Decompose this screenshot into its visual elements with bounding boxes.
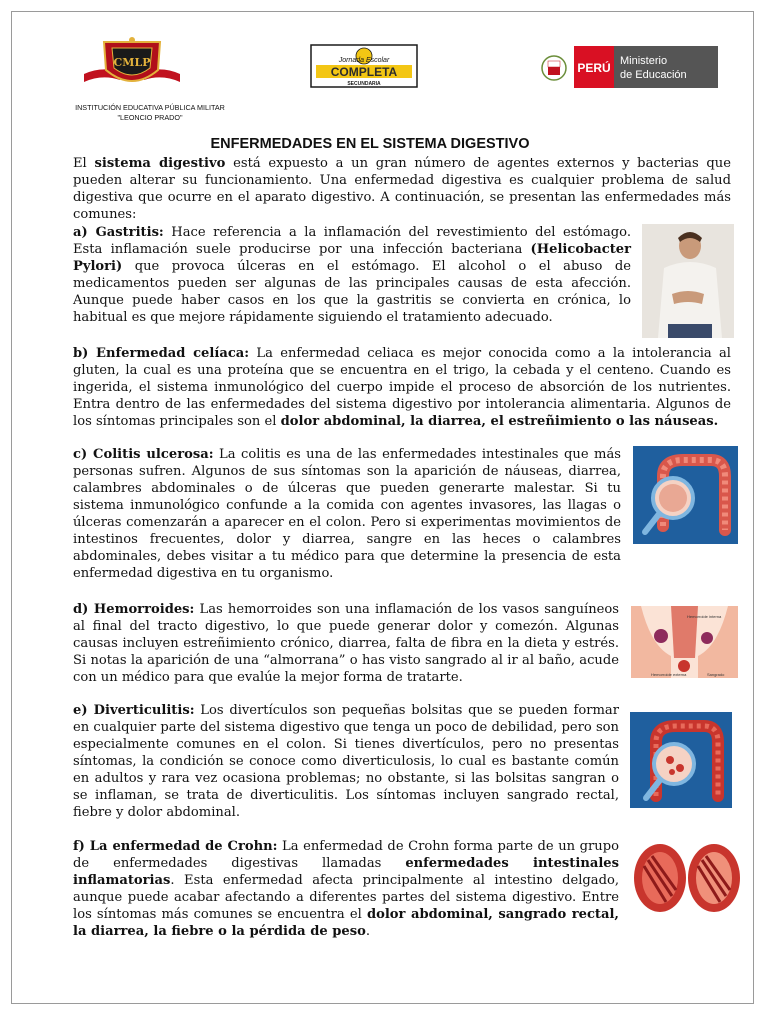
colitis-paragraph-top [73,446,621,582]
ministry-logo [536,46,718,88]
intro-paragraph [73,155,731,223]
svg-text:SECUNDARIA: SECUNDARIA [347,81,381,87]
celiac-heading: b) Enfermedad celíaca: [73,346,250,361]
svg-text:PERÚ: PERÚ [577,61,611,75]
colitis-text: La colitis es una de las enfermedades intestinales que más personas sufren. Algunos de sus síntomas son la aparición de náuseas, diarrea, calambres abdominales o de úlceras que pueden generarte malestar. Si tu sistema inmunológico confunde a la comida con agentes invasores, las llagas o úlceras comenzarán a aparecer en el colon. Pero si experimentas movimientos de intestinos frecuentes, dolor y diarrea, sangre en las heces o calambres abdominales, debes visitar a tu médico para que determine la presencia de esta enfermedad digestiva en tu organismo. [73,447,621,581]
svg-text:Hemorroide externa: Hemorroide externa [651,672,687,677]
school-name-line1: INSTITUCIÓN EDUCATIVA PÚBLICA MILITAR [75,103,225,112]
jec-logo [310,44,418,88]
document-title: ENFERMEDADES EN EL SISTEMA DIGESTIVO [210,136,530,152]
celiac-bold-symptoms: dolor abdominal, la diarrea, el estreñimiento o las náuseas. [280,414,719,429]
hemorrhoids-illustration [631,606,738,678]
crohn-heading: f) La enfermedad de Crohn: [73,839,278,854]
intro-text-2: está expuesto a un gran número de agentes externos y bacterias que pueden alterar su funcionamiento. Una enfermedad digestiva es cualquier problema de salud digestiva que ocurre en el aparato digestivo. A continuación, se presentan las enfermedades más comunes: [73,156,731,222]
gastritis-heading: a) Gastritis: [73,225,164,240]
crohn-bold-symptoms: dolor abdominal, sangrado rectal, la diarrea, la fiebre o la pérdida de peso [73,907,619,939]
svg-text:CMLP: CMLP [113,56,151,69]
crohn-intestine-illustration [630,836,743,916]
svg-text:Jornada Escolar: Jornada Escolar [338,57,390,64]
hemorrhoids-paragraph [73,601,619,686]
school-name-line2: "LEONCIO PRADO" [117,113,183,122]
celiac-text-1: La enfermedad celiaca es mejor conocida como a la intolerancia al gluten, la cual es una proteína que se encuentra en el trigo, la cebada y el centeno. Cuando es ingerida, el sistema inmunológico del cuerpo impide el proceso de absorción de los nutrientes. Entra dentro de las enfermedades del sistema digestivo por intolerancia alimentaria. Algunos de los síntomas principales son el [73,346,731,429]
svg-text:Ministerio: Ministerio [620,55,668,67]
crohn-text-2: . Esta enfermedad afecta principalmente al intestino delgado, aunque puede acabar afectando a diferentes partes del sistema digestivo. Entre los síntomas más comunes se encuentra el [73,873,619,922]
gastritis-text-2: que provoca úlceras en el estómago. El alcohol o el abuso de medicamentos pueden ser algunas de las principales causas de esta afección. Aunque puede haber casos en los que la gastritis se convierta en crónica, lo habitual es que mejore rápidamente siguiendo el tratamiento adecuado. [73,259,631,325]
crohn-text-3: . [365,924,370,939]
intro-bold-term: sistema digestivo [94,156,226,171]
diverticulitis-heading: e) Diverticulitis: [73,703,195,718]
gastritis-paragraph [73,224,631,326]
gastritis-photo [642,224,734,338]
gastritis-bold-bacteria: (Helicobacter Pylori) [73,242,631,274]
crohn-bold-ibd: enfermedades intestinales inflamatorias [73,856,620,888]
colon-illustration [633,446,738,544]
crohn-paragraph [73,838,619,940]
svg-text:Hemorroide interna: Hemorroide interna [687,614,722,619]
diverticulitis-illustration [630,712,732,808]
intro-text-1: El [73,156,95,171]
school-name [60,103,240,123]
crohn-text-1: La enfermedad de Crohn forma parte de un grupo de enfermedades digestivas llamadas [73,839,619,871]
svg-text:Sangrado: Sangrado [707,672,725,677]
diverticulitis-text: Los divertículos son pequeñas bolsitas que se pueden formar en cualquier parte del sistema digestivo que tenga un poco de debilidad, pero son especialmente comunes en el colon. Si tienes divertículos, pero no presentas síntomas, la condición se conoce como diverticulosis, lo cual es bastante común en adultos y rara vez ocasiona problemas; no obstante, si las bolsitas sangran o se inflaman, se trata de diverticulitis. Los síntomas incluyen sangrado rectal, fiebre y dolor abdominal. [73,703,619,820]
hemorrhoids-heading: d) Hemorroides: [73,602,195,617]
gastritis-text-1: Hace referencia a la inflamación del revestimiento del estómago. Esta inflamación suele producirse por una infección bacteriana [73,225,631,257]
svg-text:de Educación: de Educación [620,69,687,81]
svg-text:COMPLETA: COMPLETA [330,65,398,79]
diverticulitis-paragraph [73,702,619,821]
celiac-paragraph [73,345,731,430]
colitis-heading: c) Colitis ulcerosa: [73,447,214,462]
hemorrhoids-text: Las hemorroides son una inflamación de los vasos sanguíneos al final del tracto digestivo, lo que puede generar dolor y comezón. Algunas causas incluyen estreñimiento crónico, diarrea, falta de fibra en la dieta y estrés. Si notas la aparición de una “almorrana” o has visto sangrado al ir al baño, acude con un médico para que evalúe la mejor forma de tratarte. [73,602,619,685]
school-shield-logo [82,36,182,92]
